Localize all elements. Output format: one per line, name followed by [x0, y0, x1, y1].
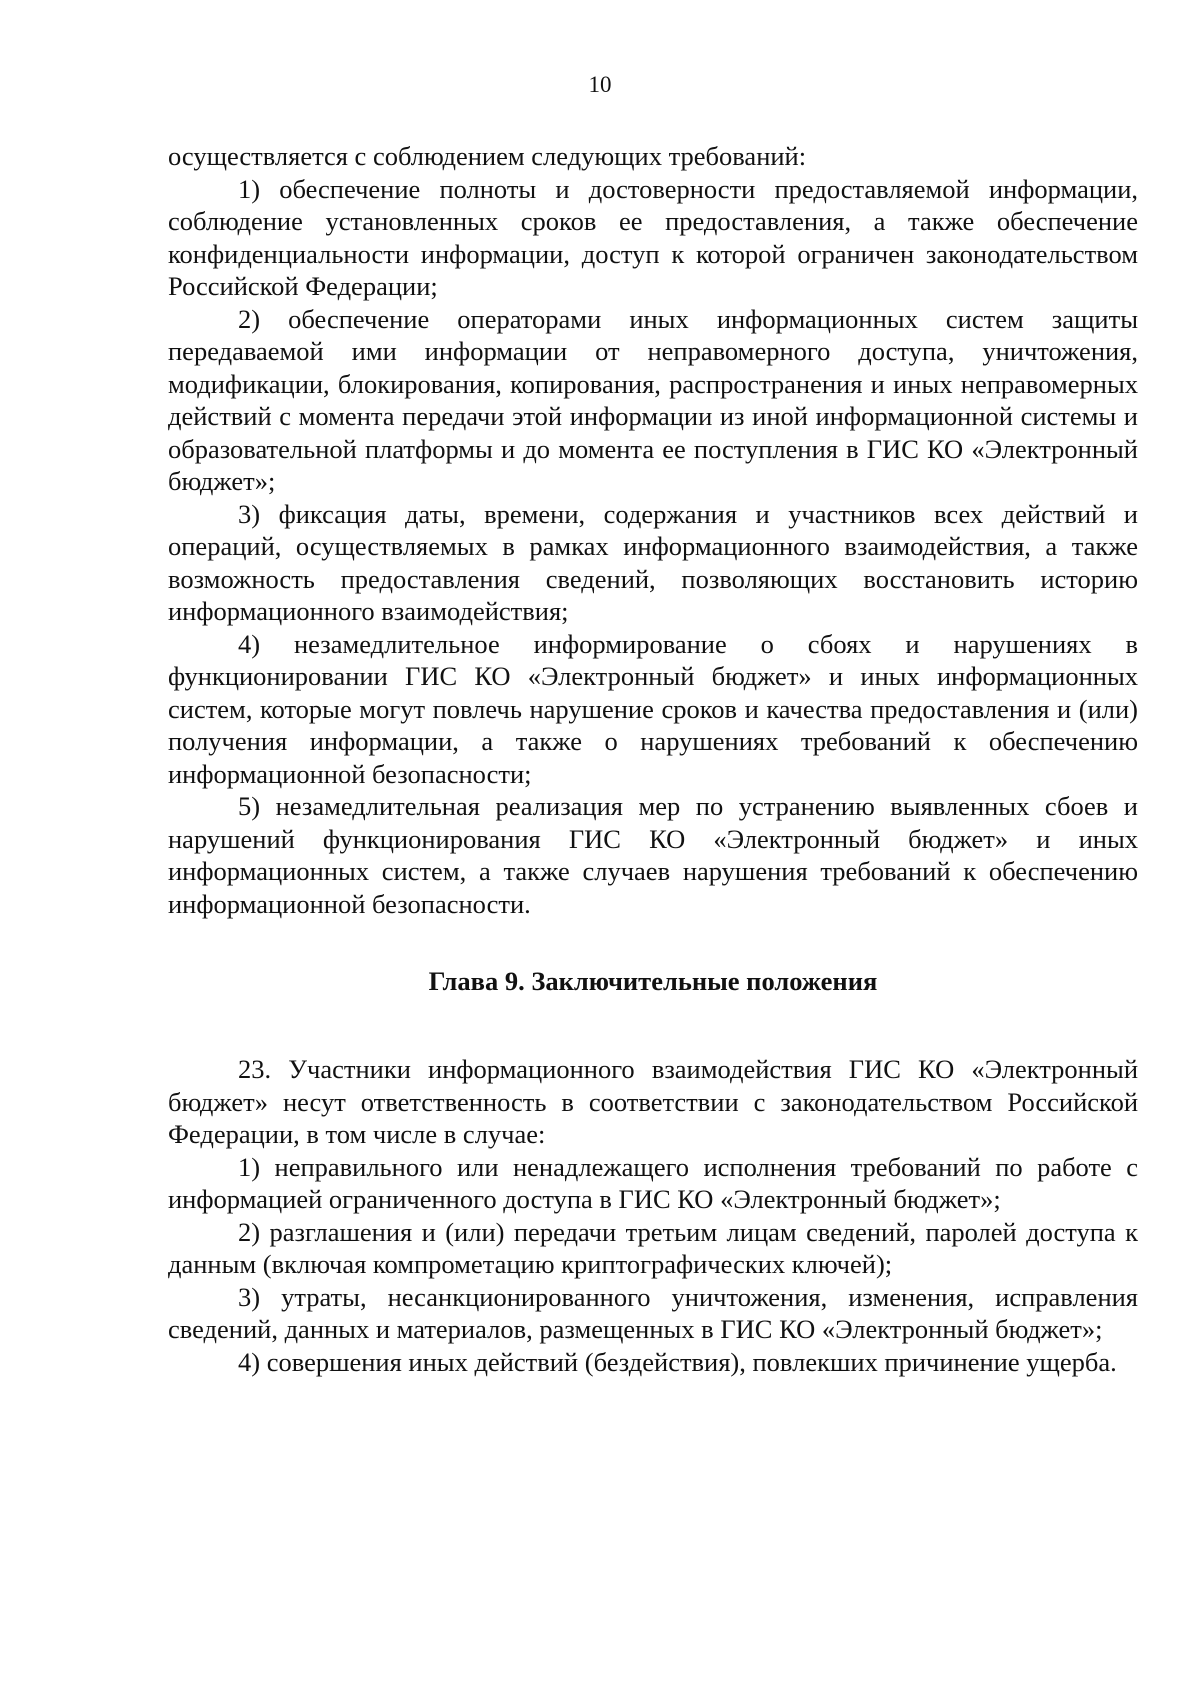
requirement-item: 5) незамедлительная реализация мер по устранению выявленных сбоев и нарушений функционирования ГИС КО «Электронный бюджет» и иных информационных систем, а также случаев нарушения требований к обеспечению информационной безопасности. [168, 791, 1138, 919]
liability-item: 3) утраты, несанкционированного уничтожения, изменения, исправления сведений, данных и материалов, размещенных в ГИС КО «Электронный бюджет»; [168, 1281, 1138, 1344]
final-provisions-section [168, 1053, 1138, 1378]
requirement-item: 4) незамедлительное информирование о сбоях и нарушениях в функционировании ГИС КО «Электронный бюджет» и иных информационных систем, которые могут повлечь нарушение сроков и качества предоставления и (или) получения информации, а также о нарушениях требований к обеспечению информационной безопасности; [168, 628, 1138, 789]
liability-item: 4) совершения иных действий (бездействия), повлекших причинение ущерба. [238, 1346, 1117, 1377]
page-number: 10 [588, 72, 612, 97]
intro-paragraph: осуществляется с соблюдением следующих требований: [168, 141, 807, 171]
requirement-item: 3) фиксация даты, времени, содержания и участников всех действий и операций, осуществляемых в рамках информационного взаимодействия, а также возможность предоставления сведений, позволяющих восстановить историю информационного взаимодействия; [168, 498, 1138, 626]
chapter-heading: Глава 9. Заключительные положения [428, 966, 878, 996]
clause-paragraph: 23. Участники информационного взаимодействия ГИС КО «Электронный бюджет» несут ответственность в соответствии с законодательством Российской Федерации, в том числе в случае: [168, 1054, 1138, 1149]
requirement-item: 1) обеспечение полноты и достоверности предоставляемой информации, соблюдение установленных сроков ее предоставления, а также обеспечение конфиденциальности информации, доступ к которой ограничен законодательством Российской Федерации; [168, 173, 1138, 301]
requirement-item: 2) обеспечение операторами иных информационных систем защиты передаваемой ими информации от неправомерного доступа, уничтожения, модификации, блокирования, копирования, распространения и иных неправомерных действий с момента передачи этой информации из иной информационной системы и образовательной платформы и до момента ее поступления в ГИС КО «Электронный бюджет»; [168, 303, 1138, 496]
requirements-section [168, 140, 1138, 920]
liability-item: 1) неправильного или ненадлежащего исполнения требований по работе с информацией ограниченного доступа в ГИС КО «Электронный бюджет»; [168, 1151, 1138, 1214]
liability-item: 2) разглашения и (или) передачи третьим лицам сведений, паролей доступа к данным (включая компрометацию криптографических ключей); [168, 1216, 1138, 1279]
